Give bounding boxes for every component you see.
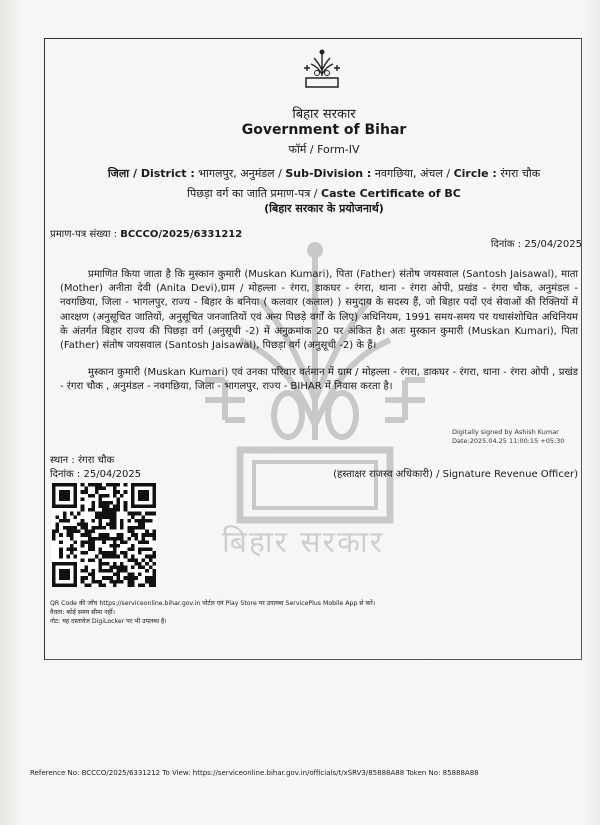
bihar-emblem-icon: [302, 48, 342, 90]
certificate-date-label: दिनांक :: [490, 239, 522, 250]
certificate-number: [50, 226, 242, 240]
subdivision-value: नवगछिया, अंचल /: [374, 167, 451, 180]
subdivision-label: Sub-Division :: [285, 167, 372, 180]
digital-signature-date: Date:2025.04.25 11:00:15 +05:30: [452, 437, 565, 445]
circle-value: रंगरा चौक: [500, 167, 541, 180]
state-name-hindi: बिहार सरकार: [292, 107, 356, 122]
certificate-purpose: (बिहार सरकार के प्रयोजनार्थ): [264, 202, 384, 215]
certificate-body-paragraph-1: [60, 268, 578, 353]
body-text-1: प्रमाणित किया जाता है कि मुस्कान कुमारी (Muskan Kumari), पिता (Father) संतोष जयसवाल (Santosh Jaisawal), माता (Mother) अनीता देवी (Anita Devi),ग्राम / मोहल्ला - रंगरा, डाकघर - रंगरा, थाना - रंगरा ओपी, प्रखंड - रंगरा चौक, अनुमंडल - नवगछिया, जिला - भागलपुर, राज्य - बिहार के बनिया ( कलवार (कलाल) ) समुदाय के सदस्य हैं, जो बिहार पदों एवं सेवाओं की रिक्तियों में आरक्षण (अनुसूचित जातियों, अनुसूचित जनजातियों एवं अन्य पिछड़े वर्गों के लिए) अधिनियम, 1991 समय-समय पर यथासंशोधित अधिनियम के अंतर्गत बिहार राज्य की पिछड़ा वर्ग (अनुसूची -2) में अनुक्रमांक 20 पर अंकित है। अतः मुस्कान कुमारी (Muskan Kumari), पिता (Father) संतोष जयसवाल (Santosh Jaisawal), पिछड़ा वर्ग (अनुसूची -2) के हैं।: [60, 269, 578, 352]
qr-note-verify: QR Code की जाँच https://serviceonline.bihar.gov.in पोर्टल एवं Play Store पर उपलब्ध ServicePlus Mobile App से करें।: [50, 600, 376, 607]
reference-footer: Reference No: BCCCO/2025/6331212 To View: https://serviceonline.bihar.gov.in/officials/t/xSRV3/85888A88 Token No: 85888A88: [30, 769, 479, 777]
form-number: फॉर्म / Form-IV: [288, 143, 360, 156]
watermark-text: बिहार सरकार: [222, 525, 385, 560]
certificate-number-value: BCCCO/2025/6331212: [120, 229, 243, 240]
qr-note-digilocker: नोट: यह दस्तावेज DigiLocker पर भी उपलब्ध है।: [50, 618, 167, 625]
circle-label: Circle :: [453, 167, 497, 180]
certificate-body-paragraph-2: [60, 366, 578, 394]
signature-revenue-officer: (हस्ताक्षर राजस्व अधिकारी) / Signature Revenue Officer): [333, 469, 578, 480]
certificate-date-value: 25/04/2025: [524, 239, 582, 250]
body-text-2: मुस्कान कुमारी (Muskan Kumari) एवं उनका परिवार वर्तमान में ग्राम / मोहल्ला - रंगरा, डाकघर - रंगरा, थाना - रंगरा ओपी , प्रखंड - रंगरा चौक , अनुमंडल - नवगछिया, जिला - भागलपुर, राज्य - BIHAR में निवास करता है।: [60, 367, 578, 393]
issue-place-label: स्थान :: [50, 455, 75, 466]
issue-date-label: दिनांक :: [50, 469, 81, 480]
district-label: जिला / District :: [107, 167, 195, 180]
issue-place-value: रंगरा चौक: [77, 455, 115, 466]
state-name-english: Government of Bihar: [241, 122, 407, 138]
certificate-date: [491, 236, 582, 250]
certificate-title: [60, 186, 588, 201]
district-value: भागलपुर, अनुमंडल /: [198, 167, 282, 180]
district-line: [60, 166, 588, 181]
digital-signature-block: [452, 428, 564, 446]
certificate-number-label: प्रमाण-पत्र संख्या :: [50, 229, 118, 240]
certificate-title-hindi: पिछड़ा वर्ग का जाति प्रमाण-पत्र /: [187, 187, 318, 200]
issue-date-value: 25/04/2025: [83, 469, 142, 480]
issue-place: [50, 452, 114, 466]
digital-signature-signer: Digitally signed by Ashish Kumar: [452, 428, 559, 436]
qr-code-icon: [52, 483, 156, 587]
certificate-title-english: Caste Certificate of BC: [321, 187, 461, 200]
qr-note: [50, 599, 375, 626]
qr-note-validity: वैधता: कोई समय सीमा नहीं।: [50, 609, 115, 616]
issue-date: [50, 466, 141, 480]
